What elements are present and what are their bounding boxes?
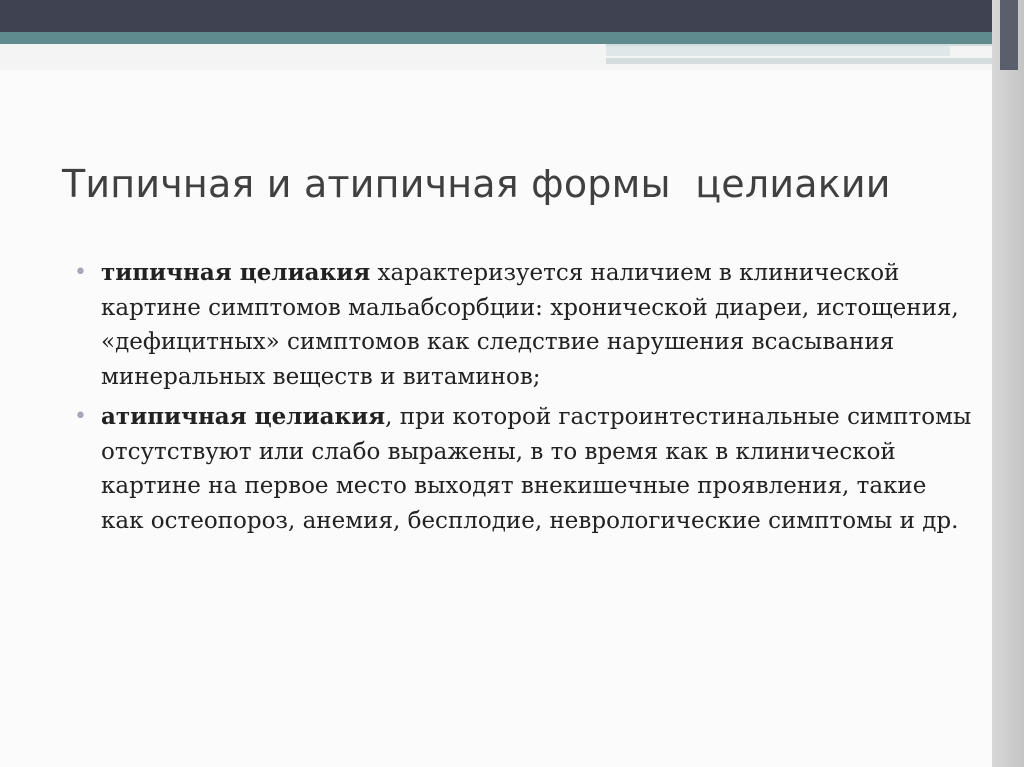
slide-title: Типичная и атипичная формы целиакии	[62, 162, 891, 206]
accent-decor-bar	[0, 32, 1024, 44]
right-decor-strip	[992, 0, 1024, 767]
bullet-dot-icon: •	[74, 404, 87, 429]
bullet-list	[74, 256, 974, 544]
bullet-term: атипичная целиакия	[101, 403, 386, 430]
right-decor-block	[1000, 0, 1018, 70]
bullet-item	[74, 400, 974, 538]
bullet-term: типичная целиакия	[101, 259, 371, 286]
bullet-text: характеризуется наличием в клинической картине симптомов мальабсорбции: хронической диареи, истощения, «дефицитных» симптомов как следствие нарушения всасывания минеральных веществ и витаминов;	[101, 260, 959, 390]
bullet-text: , при которой гастроинтестинальные симптомы отсутствуют или слабо выражены, в то время как в клинической картине на первое место выходят внекишечные проявления, такие как остеопороз, анемия, бесплодие, неврологические симптомы и др.	[101, 404, 972, 534]
bullet-item	[74, 256, 974, 394]
accent-line	[606, 58, 992, 64]
bullet-dot-icon: •	[74, 260, 87, 285]
accent-line	[606, 46, 950, 56]
top-decor-bar	[0, 0, 1024, 32]
